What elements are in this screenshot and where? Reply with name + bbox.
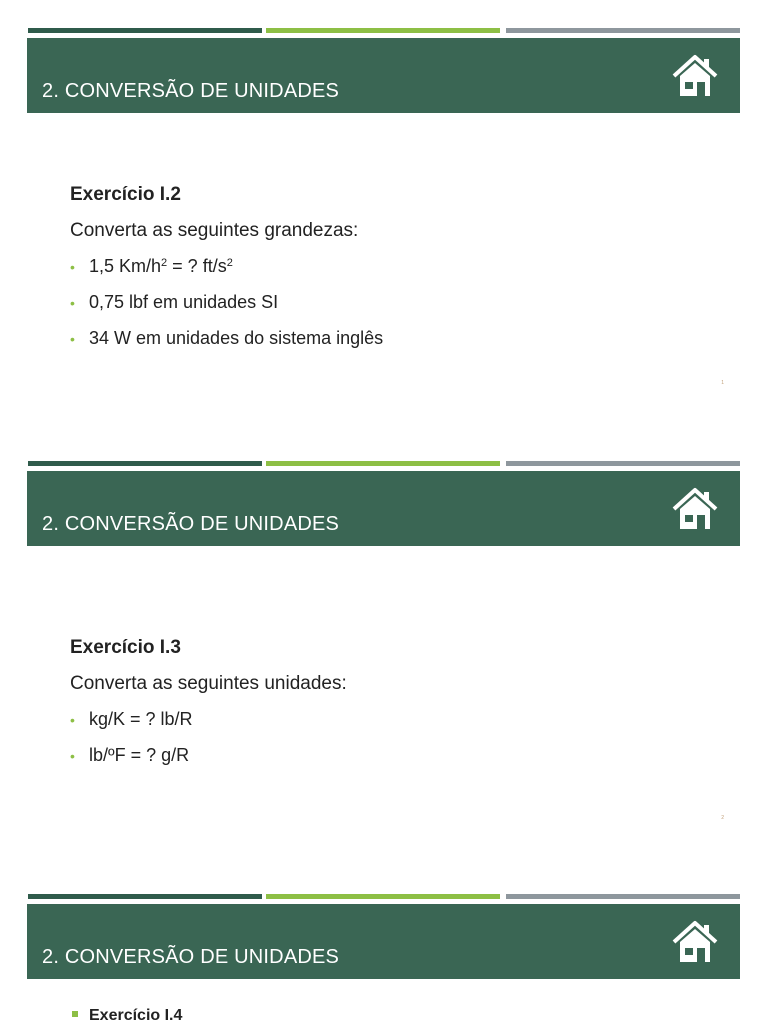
exercise-heading: Exercício I.3 xyxy=(70,637,181,658)
slide-title: 2. CONVERSÃO DE UNIDADES xyxy=(42,80,340,102)
stripe-gray xyxy=(506,461,740,466)
exercise-heading: Exercício I.2 xyxy=(70,184,181,205)
page-number: 2 xyxy=(721,815,724,821)
home-icon[interactable] xyxy=(670,52,720,100)
stripe-green xyxy=(266,894,500,899)
list-item: • 0,75 lbf em unidades SI xyxy=(70,292,279,312)
list-item: • 1,5 $Km/h^2$ = ? $ft/s^2$ xyxy=(70,256,233,276)
header-stripes xyxy=(28,28,740,34)
title-banner xyxy=(27,38,740,113)
list-item: • kg/K = ? lb/R xyxy=(70,709,193,729)
slide-title: 2. CONVERSÃO DE UNIDADES xyxy=(42,946,340,968)
stripe-green xyxy=(266,461,500,466)
title-banner xyxy=(27,904,740,979)
bullet-dot: • xyxy=(70,331,75,347)
bullet-dot: • xyxy=(70,259,75,275)
stripe-gray xyxy=(506,28,740,33)
exercise-list xyxy=(70,709,347,766)
header-stripes xyxy=(28,894,740,900)
stripe-green xyxy=(266,28,500,33)
slide-content xyxy=(70,184,383,364)
bullet-dot: • xyxy=(70,295,75,311)
list-item: • 34 W em unidades do sistema inglês xyxy=(70,328,384,348)
stripe-dark xyxy=(28,461,262,466)
slide-1 xyxy=(0,28,768,428)
list-item: • lb/ºF = ? g/R xyxy=(70,745,190,765)
header-stripes xyxy=(28,461,740,467)
page-number: 1 xyxy=(721,380,724,386)
home-icon[interactable] xyxy=(670,918,720,966)
slide-content xyxy=(70,637,347,781)
stripe-gray xyxy=(506,894,740,899)
title-banner xyxy=(27,471,740,546)
bullet-dot: • xyxy=(70,712,75,728)
slide-content xyxy=(72,1007,182,1025)
slide-2 xyxy=(0,461,768,861)
stripe-dark xyxy=(28,894,262,899)
exercise-list xyxy=(70,256,383,349)
bullet-square xyxy=(72,1011,78,1017)
bullet-dot: • xyxy=(70,748,75,764)
home-icon[interactable] xyxy=(670,485,720,533)
slide-title: 2. CONVERSÃO DE UNIDADES xyxy=(42,513,340,535)
exercise-intro: Converta as seguintes grandezas: xyxy=(70,220,359,241)
exercise-intro: Converta as seguintes unidades: xyxy=(70,673,347,694)
stripe-dark xyxy=(28,28,262,33)
slide-3 xyxy=(0,894,768,1024)
exercise-heading: Exercício I.4 xyxy=(89,1007,183,1024)
